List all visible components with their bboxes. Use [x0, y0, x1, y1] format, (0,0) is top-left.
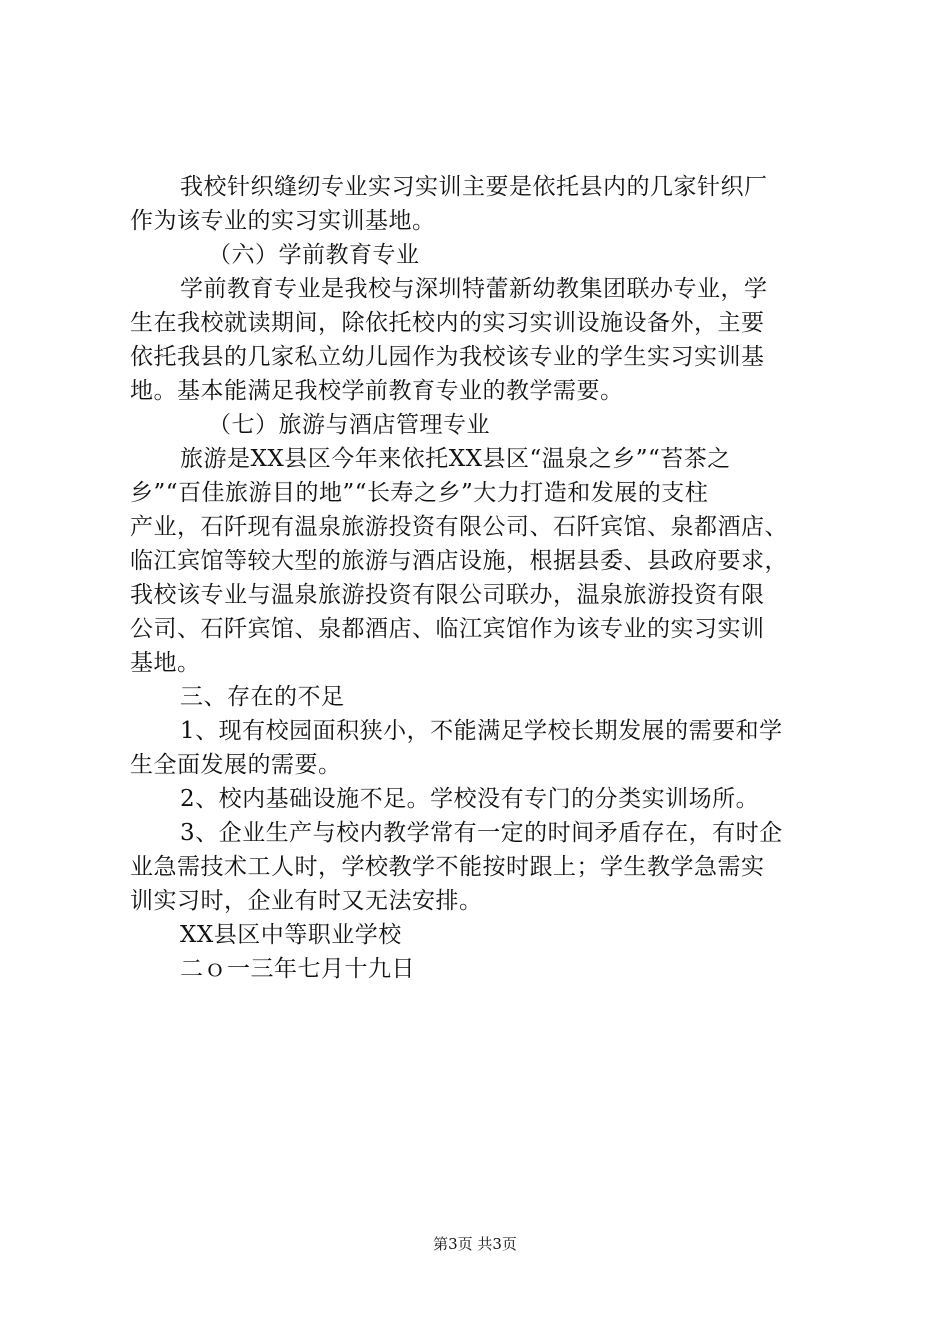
text-line: 我校针织缝纫专业实习实训主要是依托县内的几家针织厂	[180, 174, 768, 200]
text-line: 3、企业生产与校内教学常有一定的时间矛盾存在，有时企	[180, 820, 783, 846]
text-line: 训实习时，企业有时又无法安排。	[130, 888, 483, 914]
text-line: 产业，石阡现有温泉旅游投资有限公司、石阡宾馆、泉都酒店、	[130, 514, 788, 540]
text-line: 生全面发展的需要。	[130, 752, 342, 778]
text-line: 生在我校就读期间，除依托校内的实习实训设施设备外，主要	[130, 310, 765, 336]
text-line: 2、校内基础设施不足。学校没有专门的分类实训场所。	[180, 786, 760, 812]
text-line: 旅游是XX县区今年来依托XX县区“温泉之乡”“苔茶之	[180, 446, 731, 472]
text-line: 地。基本能满足我校学前教育专业的教学需要。	[130, 378, 624, 404]
text-line: XX县区中等职业学校	[180, 922, 402, 948]
text-line: 乡”“百佳旅游目的地”“长寿之乡”大力打造和发展的支柱	[130, 480, 709, 506]
text-line: （六）学前教育专业	[208, 242, 420, 268]
text-line: （七）旅游与酒店管理专业	[208, 412, 490, 438]
text-line: 二ｏ一三年七月十九日	[180, 956, 415, 982]
text-line: 依托我县的几家私立幼儿园作为我校该专业的学生实习实训基	[130, 344, 765, 370]
text-line: 临江宾馆等较大型的旅游与酒店设施，根据县委、县政府要求，	[130, 548, 788, 574]
text-line: 我校该专业与温泉旅游投资有限公司联办，温泉旅游投资有限	[130, 582, 765, 608]
page-footer: 第3页 共3页	[433, 1235, 517, 1253]
text-line: 业急需技术工人时，学校教学不能按时跟上；学生教学急需实	[130, 854, 765, 880]
text-line: 公司、石阡宾馆、泉都酒店、临江宾馆作为该专业的实习实训	[130, 616, 765, 642]
text-line: 作为该专业的实习实训基地。	[130, 208, 436, 234]
text-line: 三、存在的不足	[180, 684, 345, 710]
document-body	[130, 170, 835, 986]
text-line: 1、现有校园面积狭小，不能满足学校长期发展的需要和学	[180, 718, 783, 744]
text-line: 基地。	[130, 650, 201, 676]
text-line: 学前教育专业是我校与深圳特蕾新幼教集团联办专业，学	[180, 276, 768, 302]
